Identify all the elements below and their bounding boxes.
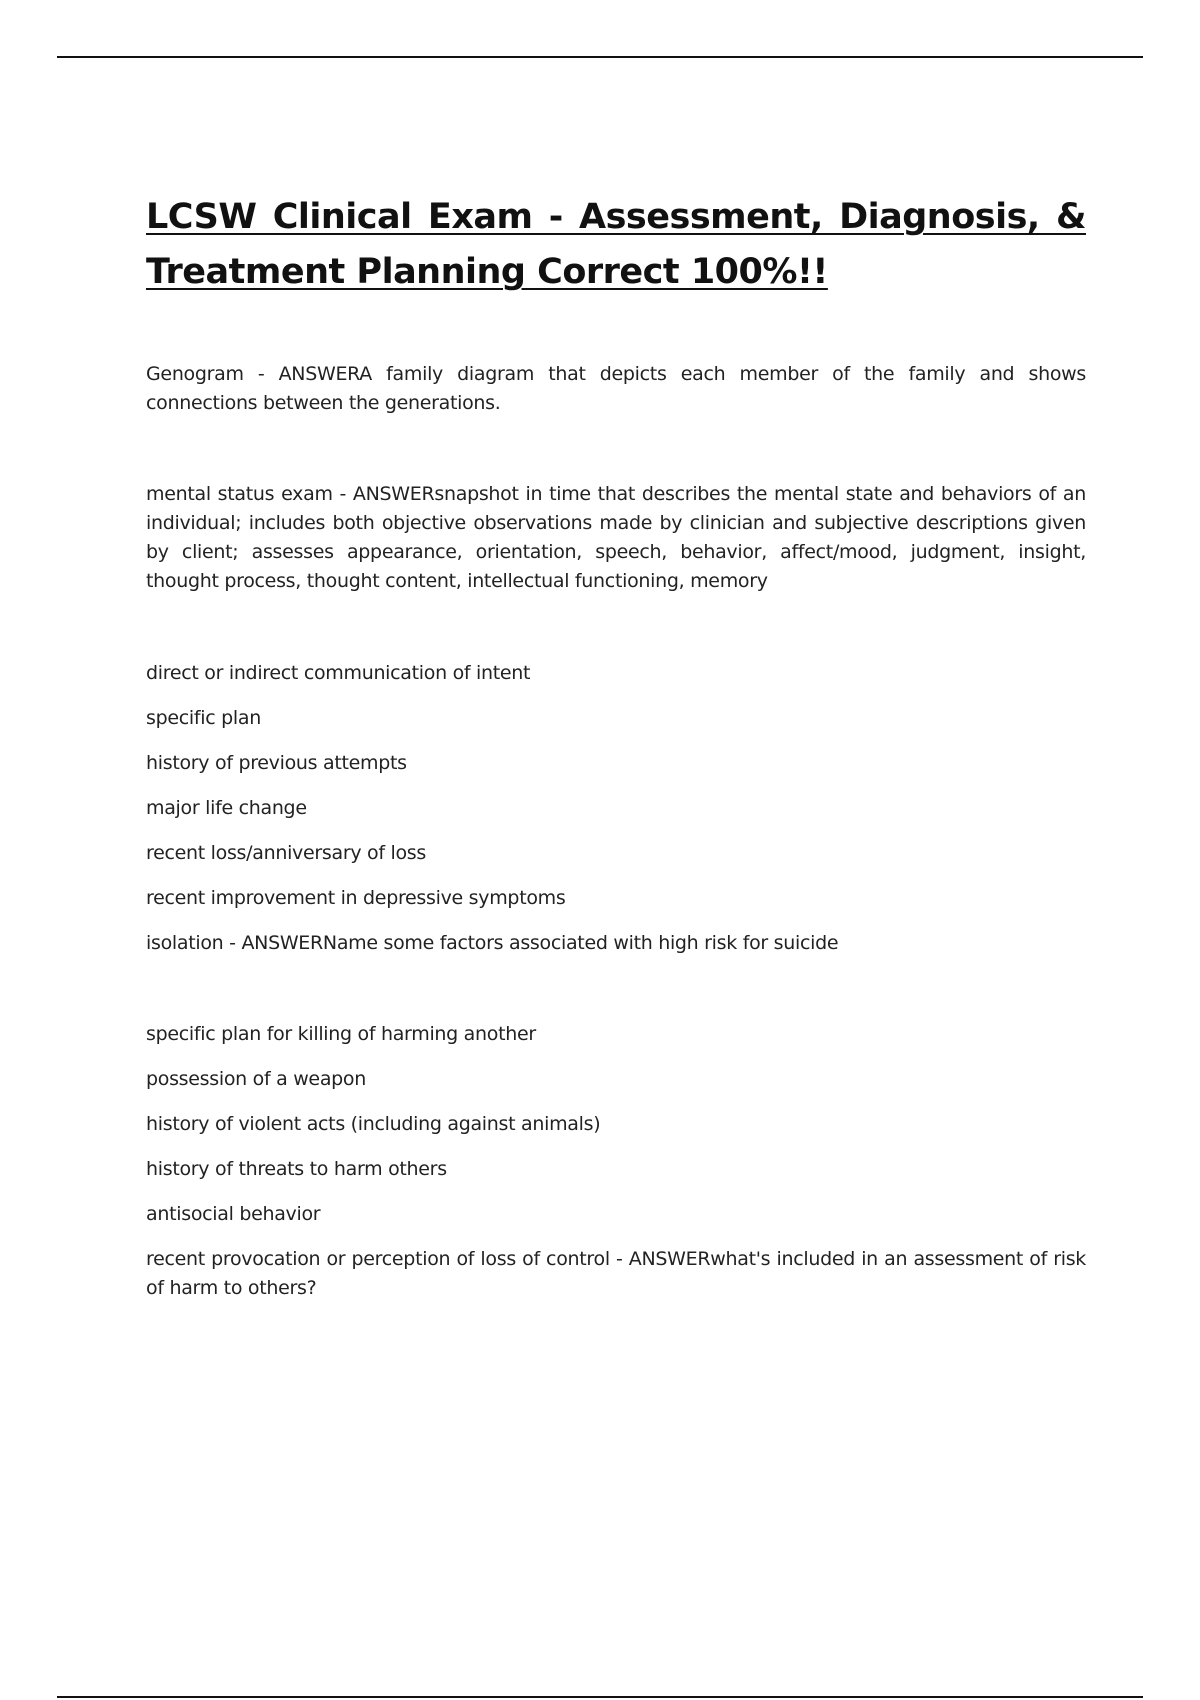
list-item: direct or indirect communication of intent [146,662,531,684]
document-title: LCSW Clinical Exam - Assessment, Diagnosis, & Treatment Planning Correct 100%!! [146,197,1086,292]
list-item: possession of a weapon [146,1068,366,1090]
list-item: major life change [146,797,307,819]
list-item: antisocial behavior [146,1203,321,1225]
list-item: recent loss/anniversary of loss [146,842,426,864]
harm-risk-list [146,1020,1086,1303]
list-item: recent improvement in depressive symptoms [146,887,566,909]
genogram-paragraph: Genogram - ANSWERA family diagram that depicts each member of the family and shows connections between the generations. [146,363,1086,414]
suicide-risk-list [146,659,1086,958]
footer-rule [57,1696,1143,1698]
list-item: history of violent acts (including against animals) [146,1113,601,1135]
list-item: recent provocation or perception of loss of control - ANSWERwhat's included in an assessment of risk of harm to others? [146,1248,1086,1299]
document-body [146,190,1086,1303]
list-item: history of threats to harm others [146,1158,447,1180]
list-item: specific plan [146,707,261,729]
list-item: specific plan for killing of harming another [146,1023,536,1045]
mental-status-paragraph: mental status exam - ANSWERsnapshot in time that describes the mental state and behaviors of an individual; includes both objective observations made by clinician and subjective descriptions given by client; assesses appearance, orientation, speech, behavior, affect/mood, judgment, insight, thought process, thought content, intellectual functioning, memory [146,483,1086,592]
list-item: isolation - ANSWERName some factors associated with high risk for suicide [146,932,839,954]
list-item: history of previous attempts [146,752,407,774]
header-rule [57,56,1143,58]
